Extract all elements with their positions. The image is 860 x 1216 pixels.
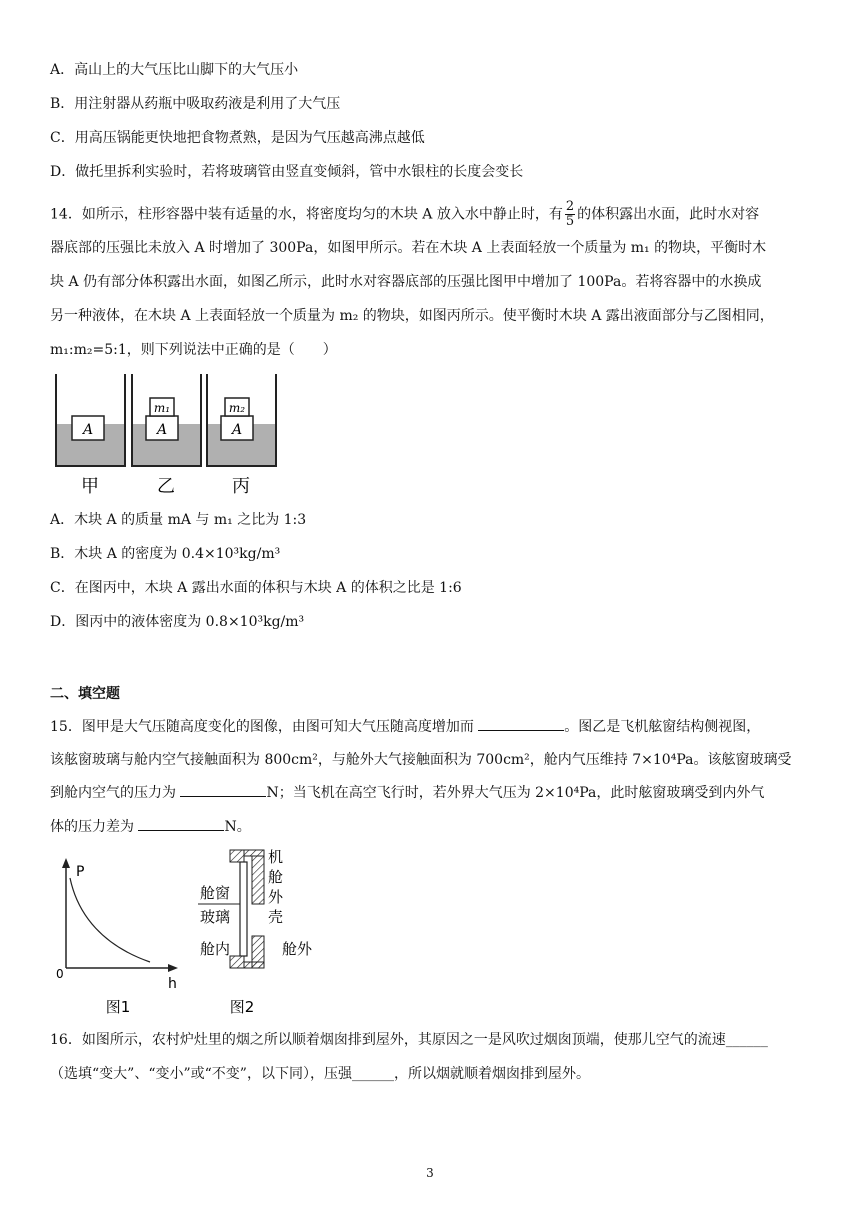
fig-label-jia: 甲	[81, 476, 99, 497]
q15-blank-3[interactable]	[138, 816, 224, 831]
page-number: 3	[426, 1166, 434, 1180]
q14-option-a: A．木块 A 的质量 mA 与 m₁ 之比为 1:3	[50, 512, 307, 528]
q15-text-1a: 15．图甲是大气压随高度变化的图像，由图可知大气压随高度增加而	[50, 719, 474, 735]
fig2-shell-4: 壳	[268, 908, 284, 926]
q14-line-5: m₁:m₂=5:1，则下列说法中正确的是（ ）	[50, 342, 337, 358]
q13-option-d: D．做托里拆利实验时，若将玻璃管由竖直变倾斜，管中水银柱的长度会变长	[50, 164, 524, 180]
q14-line-3: 块 A 仍有部分体积露出水面，如图乙所示，此时水对容器底部的压强比图甲中增加了 100Pa。若将容器中的水换成	[50, 274, 762, 290]
container-jia	[56, 374, 125, 466]
block-m1-label: m₁	[153, 401, 171, 415]
q15-figure-2	[196, 846, 336, 1016]
q15-text-4a: 体的压力差为	[50, 819, 134, 835]
q15-line-1	[50, 716, 760, 737]
block-a-label-yi: A	[156, 422, 168, 438]
q15-line-3	[50, 782, 764, 803]
q14-line-1	[50, 200, 759, 229]
fig2-outside: 舱外	[282, 940, 313, 958]
q16-line-2	[50, 1064, 590, 1084]
q14-line-2: 器底部的压强比未放入 A 时增加了 300Pa，如图甲所示。若在木块 A 上表面轻放一个质量为 m₁ 的物块，平衡时木	[50, 240, 767, 256]
q15-line-4	[50, 816, 251, 837]
q16-text-1: 16．如图所示，农村炉灶里的烟之所以顺着烟囱排到屋外，其原因之一是风吹过烟囱顶端，使那儿空气的流速	[50, 1032, 726, 1048]
q14-line-4: 另一种液体，在木块 A 上表面轻放一个质量为 m₂ 的物块，如图丙所示。使平衡时木块 A 露出液面部分与乙图相同，	[50, 308, 774, 324]
block-a-label-bing: A	[231, 422, 243, 438]
q14-fraction-denominator: 5	[565, 214, 575, 229]
fig2-glass-2: 玻璃	[200, 908, 231, 926]
pressure-curve	[70, 878, 150, 962]
q15-blank-2[interactable]	[180, 782, 266, 797]
q14-option-d: D．图丙中的液体密度为 0.8×10³kg/m³	[50, 614, 305, 630]
fig2-shell-1: 机	[268, 848, 284, 866]
q15-text-3a: 到舱内空气的压力为	[50, 785, 176, 801]
q13-option-b: B．用注射器从药瓶中吸取药液是利用了大气压	[50, 96, 341, 112]
fig2-shell-3: 外	[268, 888, 284, 906]
fig2-shell-2: 舱	[268, 868, 284, 886]
container-yi	[132, 374, 201, 466]
fig1-origin: 0	[56, 967, 64, 981]
q14-fraction	[565, 200, 575, 229]
container-bing	[207, 374, 276, 466]
q16-text-2b: ，所以烟就顺着烟囱排到屋外。	[393, 1066, 590, 1082]
q15-blank-1[interactable]	[478, 716, 564, 731]
fig-label-yi: 乙	[157, 476, 175, 497]
fig1-xlabel: h	[168, 976, 177, 992]
q15-text-4b: N。	[224, 819, 251, 835]
fig2-glass-1: 舱窗	[200, 884, 231, 902]
fig1-caption: 图1	[105, 998, 131, 1016]
q14-fraction-numerator: 2	[565, 199, 575, 214]
q16-text-2a: （选填“变大”、“变小”或“不变”，以下同），压强	[50, 1066, 352, 1082]
q15-text-3b: N；当飞机在高空飞行时，若外界大气压为 2×10⁴Pa，此时舷窗玻璃受到内外气	[266, 785, 765, 801]
fig1-ylabel: P	[76, 864, 85, 880]
block-m2-label: m₂	[228, 401, 246, 415]
q16-blank-2[interactable]: ______	[351, 1066, 394, 1082]
q14-text-1b: 的体积露出水面，此时水对容	[577, 206, 760, 223]
section-heading-fill-in: 二、填空题	[50, 686, 120, 702]
block-a-label-jia: A	[82, 422, 94, 438]
fig2-caption: 图2	[229, 998, 255, 1016]
fig2-inside: 舱内	[200, 940, 231, 958]
q15-figure-1	[54, 856, 184, 1016]
q15-line-2: 该舷窗玻璃与舱内空气接触面积为 800cm²，与舱外大气接触面积为 700cm²，舱内气压维持 7×10⁴Pa。该舷窗玻璃受	[50, 752, 792, 768]
q14-text-1a: 14．如所示，柱形容器中装有适量的水，将密度均匀的木块 A 放入水中静止时，有	[50, 206, 563, 223]
q13-option-a: A．高山上的大气压比山脚下的大气压小	[50, 62, 299, 78]
q14-option-c: C．在图丙中，木块 A 露出水面的体积与木块 A 的体积之比是 1:6	[50, 580, 462, 596]
q15-text-1b: 。图乙是飞机舷窗结构侧视图，	[564, 719, 761, 735]
window-glass	[240, 862, 247, 956]
fig-label-bing: 丙	[232, 476, 250, 497]
q13-option-c: C．用高压锅能更快地把食物煮熟，是因为气压越高沸点越低	[50, 130, 425, 146]
q14-figure	[54, 374, 284, 500]
q14-option-b: B．木块 A 的密度为 0.4×10³kg/m³	[50, 546, 281, 562]
q16-line-1	[50, 1030, 768, 1050]
q16-blank-1[interactable]: ______	[725, 1032, 768, 1048]
